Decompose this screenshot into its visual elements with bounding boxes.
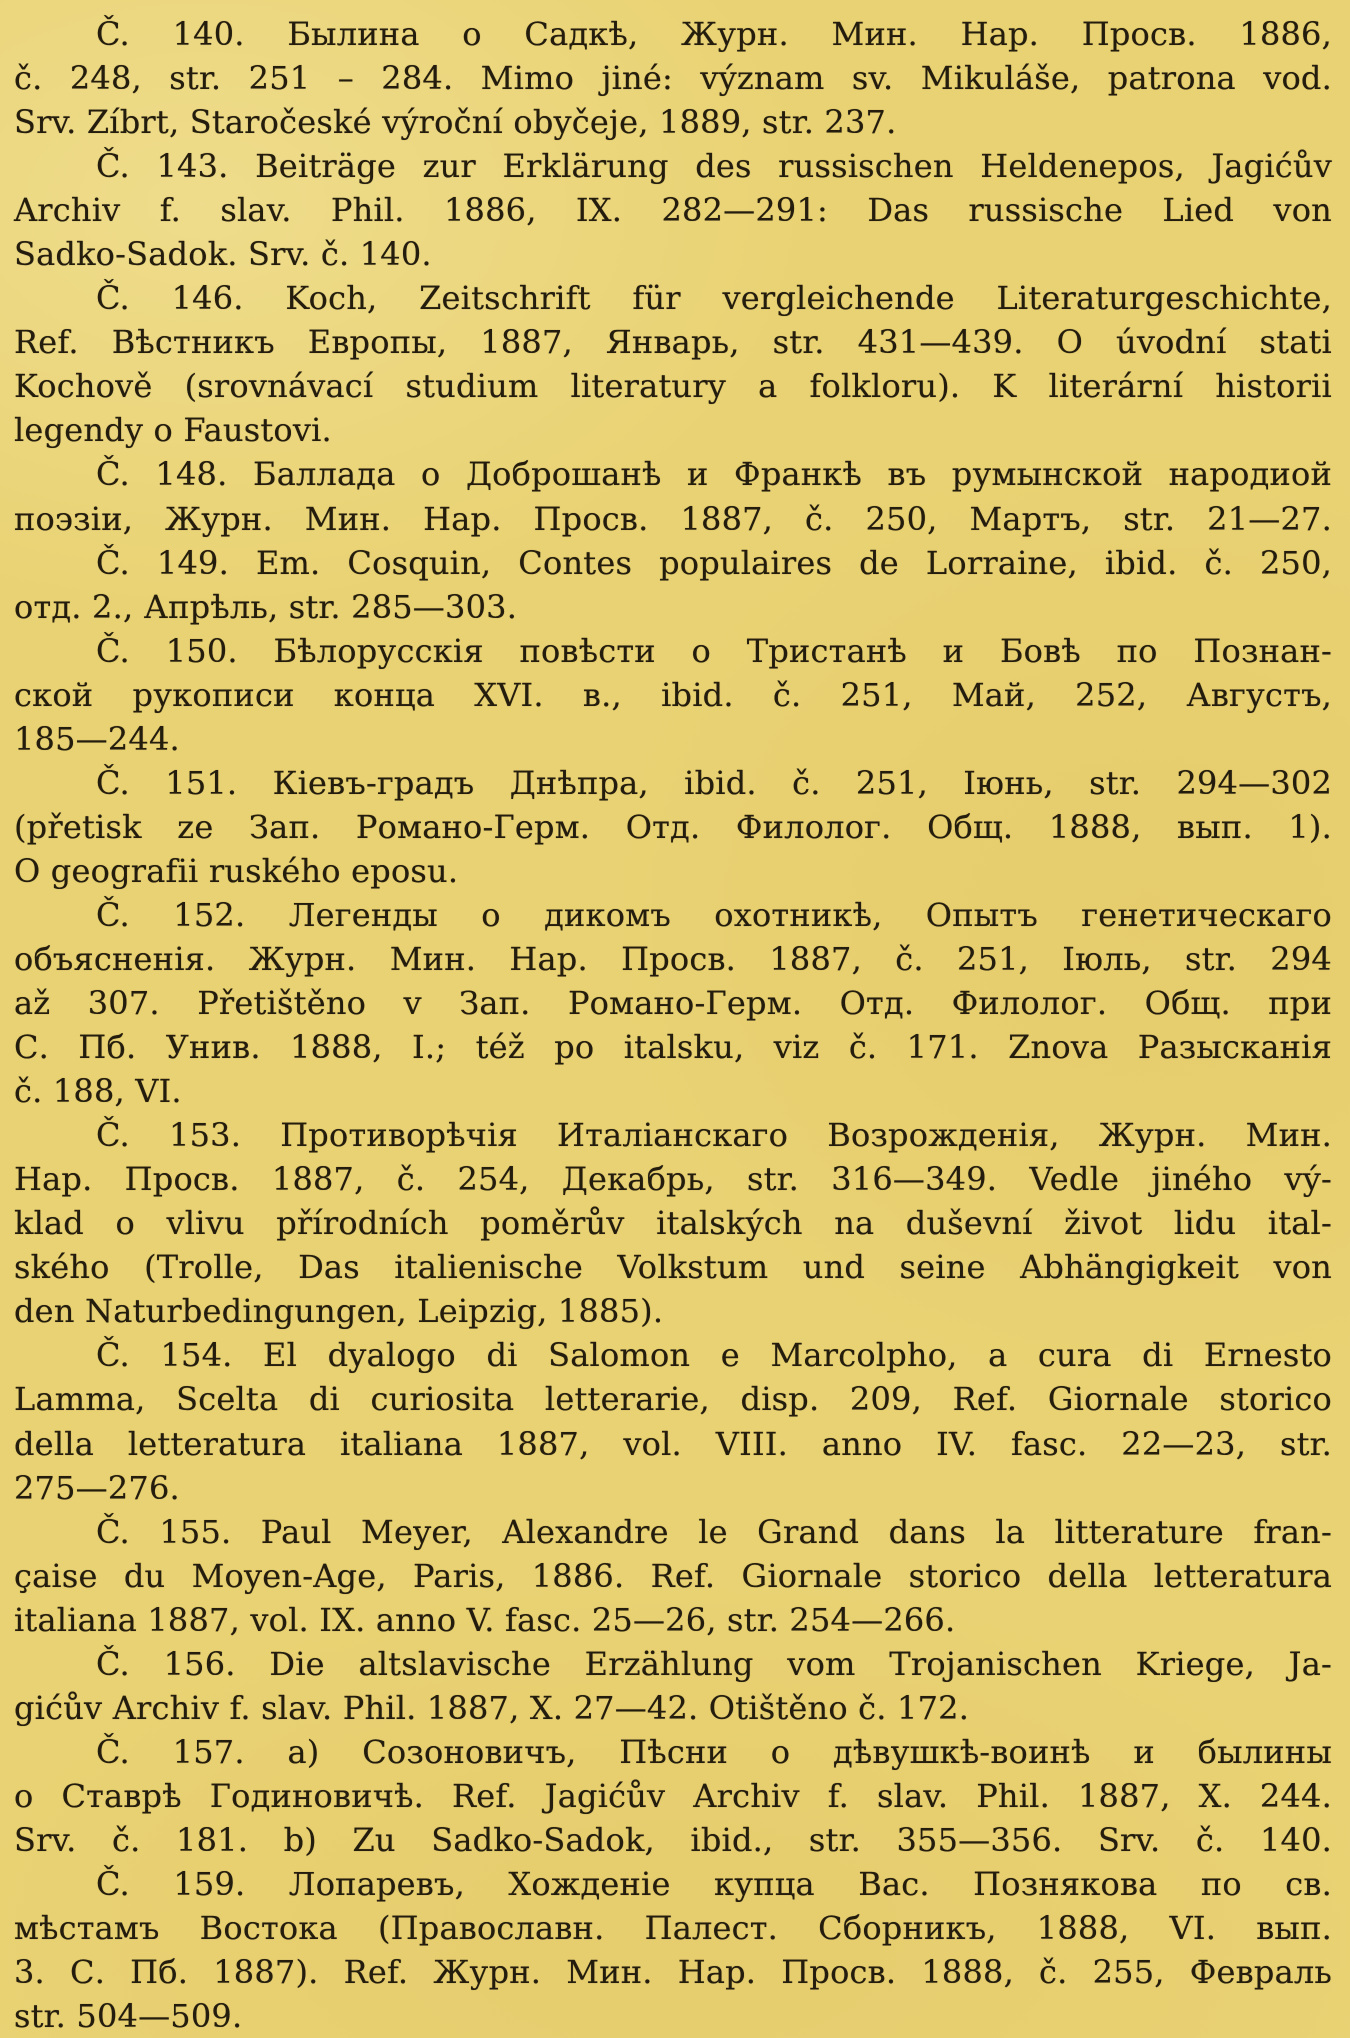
text-line: klad o vlivu přírodních poměrův italských na duševní život lidu ital- xyxy=(14,1204,1332,1243)
text-line: Lamma, Scelta di curiosita letterarie, disp. 209, Ref. Giornale storico xyxy=(14,1380,1332,1419)
text-line: Č. 151. Кіевъ-градъ Днѣпра, ibid. č. 251, Іюнь, str. 294—302 xyxy=(96,763,1332,802)
text-line: č. 188, VI. xyxy=(14,1072,182,1111)
text-line: поэзіи, Журн. Мин. Нар. Просв. 1887, č. 250, Мартъ, str. 21—27. xyxy=(14,499,1332,538)
text-line: Č. 146. Koch, Zeitschrift für vergleichende Literaturgeschichte, xyxy=(96,279,1332,318)
text-line: č. 248, str. 251 – 284. Mimo jiné: význam sv. Mikuláše, patrona vod. xyxy=(14,59,1332,98)
text-line: italiana 1887, vol. IX. anno V. fasc. 25—26, str. 254—266. xyxy=(14,1600,956,1639)
text-line: (přetisk ze Зап. Романо-Герм. Отд. Филолог. Общ. 1888, вып. 1). xyxy=(14,807,1332,846)
text-line: çaise du Moyen-Age, Paris, 1886. Ref. Giornale storico della letteratura xyxy=(14,1556,1332,1595)
text-line: 275—276. xyxy=(14,1468,180,1507)
text-line: 3. С. Пб. 1887). Ref. Журн. Мин. Нар. Просв. 1888, č. 255, Февраль xyxy=(14,1953,1332,1992)
text-line: Č. 157. a) Созоновичъ, Пѣсни о дѣвушкѣ-воинѣ и былины xyxy=(96,1732,1332,1771)
text-line: až 307. Přetištěno v Зап. Романо-Герм. Отд. Филолог. Общ. при xyxy=(14,984,1332,1023)
text-line: ской рукописи конца XVI. в., ibid. č. 251, Май, 252, Августъ, xyxy=(14,675,1332,714)
text-line: della letteratura italiana 1887, vol. VIII. anno IV. fasc. 22—23, str. xyxy=(14,1424,1332,1463)
text-line: отд. 2., Апрѣль, str. 285—303. xyxy=(14,587,518,626)
text-line: den Naturbedingungen, Leipzig, 1885). xyxy=(14,1292,664,1331)
text-line: Sadko-Sadok. Srv. č. 140. xyxy=(14,235,432,274)
text-line: O geografii ruského eposu. xyxy=(14,851,459,890)
text-line: Č. 150. Бѣлорусскія повѣсти о Тристанѣ и Бовѣ по Познан- xyxy=(96,631,1332,670)
text-line: о Ставрѣ Годиновичѣ. Ref. Jagićův Archiv f. slav. Phil. 1887, X. 244. xyxy=(14,1776,1332,1815)
text-line: Č. 148. Баллада о Доброшанѣ и Франкѣ въ румынской народиой xyxy=(96,455,1332,494)
text-line: Ref. Вѣстникъ Европы, 1887, Январь, str. 431—439. O úvodní stati xyxy=(14,323,1332,362)
text-line: Č. 143. Beiträge zur Erklärung des russischen Heldenepos, Jagićův xyxy=(96,147,1332,186)
text-line: Č. 149. Em. Cosquin, Contes populaires de Lorraine, ibid. č. 250, xyxy=(96,543,1332,582)
text-line: legendy o Faustovi. xyxy=(14,411,332,450)
text-line: str. 504—509. xyxy=(14,1997,243,2036)
text-line: Srv. Zíbrt, Staročeské výroční obyčeje, 1889, str. 237. xyxy=(14,103,897,142)
text-line: Srv. č. 181. b) Zu Sadko-Sadok, ibid., str. 355—356. Srv. č. 140. xyxy=(14,1820,1332,1859)
text-line: Č. 152. Легенды о дикомъ охотникѣ, Опытъ генетическаго xyxy=(96,895,1332,934)
text-line: Нар. Просв. 1887, č. 254, Декабрь, str. 316—349. Vedle jiného vý- xyxy=(14,1160,1332,1199)
text-line: Č. 155. Paul Meyer, Alexandre le Grand dans la litterature fran- xyxy=(96,1512,1332,1551)
text-line: ského (Trolle, Das italienische Volkstum und seine Abhängigkeit von xyxy=(14,1248,1332,1287)
text-line: мѣстамъ Востока (Православн. Палест. Сборникъ, 1888, VI. вып. xyxy=(14,1909,1332,1948)
text-line: Č. 159. Лопаревъ, Хожденіе купца Вас. Познякова по св. xyxy=(96,1864,1332,1903)
text-line: объясненія. Журн. Мин. Нар. Просв. 1887, č. 251, Іюль, str. 294 xyxy=(14,939,1332,978)
text-line: Č. 154. El dyalogo di Salomon e Marcolpho, a cura di Ernesto xyxy=(96,1336,1332,1375)
text-line: С. Пб. Унив. 1888, I.; též po italsku, viz č. 171. Znova Разысканія xyxy=(14,1028,1332,1067)
text-line: Č. 156. Die altslavische Erzählung vom Trojanischen Kriege, Ja- xyxy=(96,1644,1332,1683)
text-line: Č. 153. Противорѣчія Италіанскаго Возрожденія, Журн. Мин. xyxy=(96,1116,1332,1155)
text-line: 185—244. xyxy=(14,719,180,758)
text-line: Archiv f. slav. Phil. 1886, IX. 282—291: Das russische Lied von xyxy=(14,191,1332,230)
text-line: Kochově (srovnávací studium literatury a folkloru). K literární historii xyxy=(14,367,1332,406)
text-line: Č. 140. Былина о Садкѣ, Журн. Мин. Нар. Просв. 1886, xyxy=(96,15,1332,53)
text-line: gićův Archiv f. slav. Phil. 1887, X. 27—42. Otištěno č. 172. xyxy=(14,1688,970,1727)
